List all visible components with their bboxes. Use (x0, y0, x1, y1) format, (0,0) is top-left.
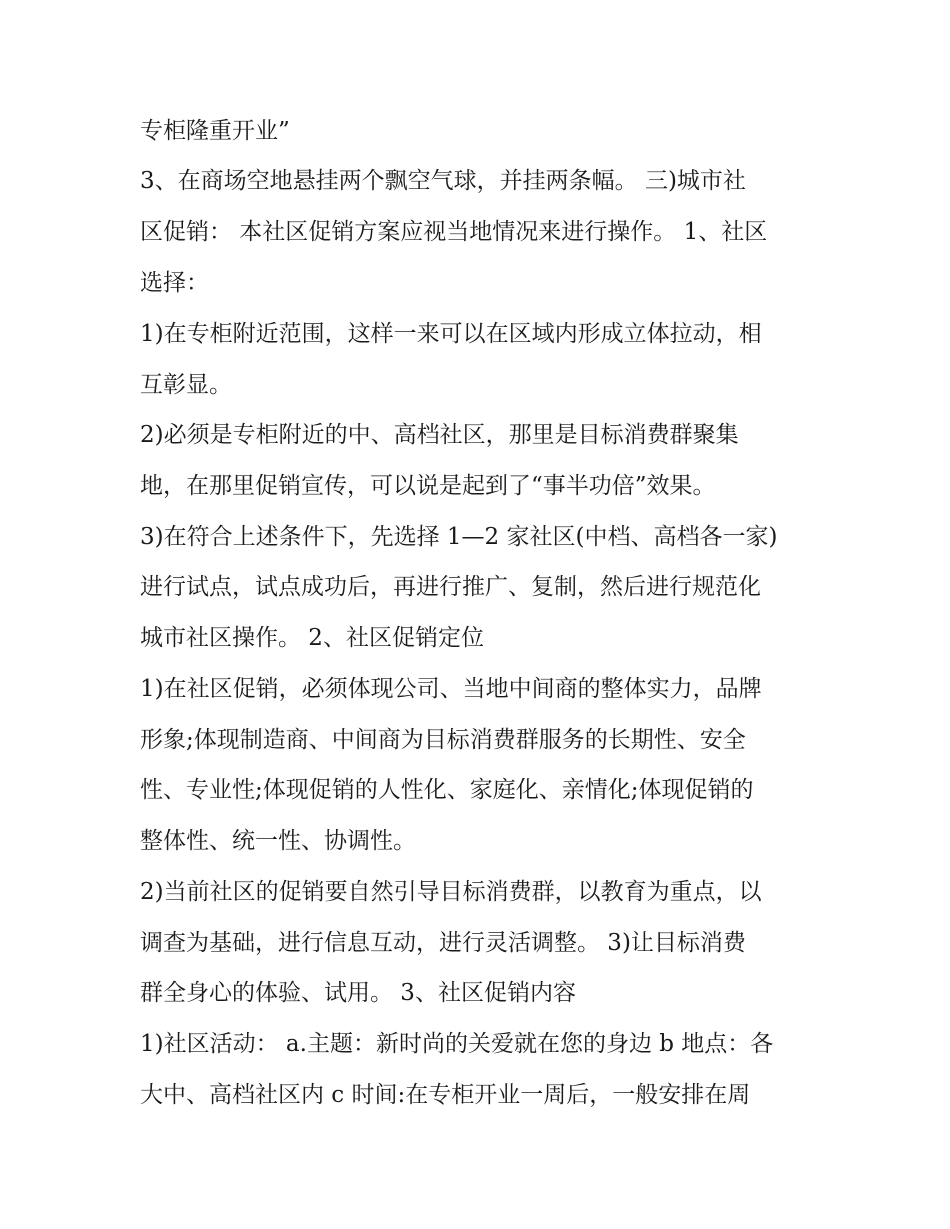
text-line: 2)必须是专柜附近的中、高档社区，那里是目标消费群聚集 (140, 422, 739, 448)
text-line: 群全身心的体验、试用。 3、社区促销内容 (140, 980, 576, 1006)
text-line: 大中、高档社区内 c 时间:在专柜开业一周后，一般安排在周 (140, 1082, 751, 1108)
text-line: 互彰显。 (140, 372, 232, 398)
text-line: 进行试点，试点成功后，再进行推广、复制，然后进行规范化 (140, 574, 761, 600)
text-line: 专柜隆重开业” (140, 118, 290, 144)
text-line: 1)在社区促销，必须体现公司、当地中间商的整体实力，品牌 (140, 676, 762, 702)
text-line: 1)社区活动： a.主题：新时尚的关爱就在您的身边 b 地点：各 (140, 1031, 774, 1057)
text-line: 1)在专柜附近范围，这样一来可以在区域内形成立体拉动，相 (140, 321, 762, 347)
text-line: 整体性、统一性、协调性。 (140, 828, 416, 854)
text-line: 3)在符合上述条件下，先选择 1—2 家社区(中档、高档各一家) (140, 524, 778, 550)
text-line: 选择： (140, 270, 209, 296)
text-line: 区促销： 本社区促销方案应视当地情况来进行操作。 1、社区 (140, 219, 768, 245)
text-line: 城市社区操作。 2、社区促销定位 (140, 625, 484, 651)
text-line: 性、专业性;体现促销的人性化、家庭化、亲情化;体现促销的 (140, 777, 754, 803)
text-line: 3、在商场空地悬挂两个飘空气球，并挂两条幅。 三)城市社 (140, 168, 746, 194)
text-line: 地，在那里促销宣传，可以说是起到了“事半功倍”效果。 (140, 473, 716, 499)
text-line: 形象;体现制造商、中间商为目标消费群服务的长期性、安全 (140, 727, 746, 753)
text-line: 2)当前社区的促销要自然引导目标消费群，以教育为重点，以 (140, 879, 762, 905)
text-line: 调查为基础，进行信息互动，进行灵活调整。 3)让目标消费 (140, 930, 746, 956)
